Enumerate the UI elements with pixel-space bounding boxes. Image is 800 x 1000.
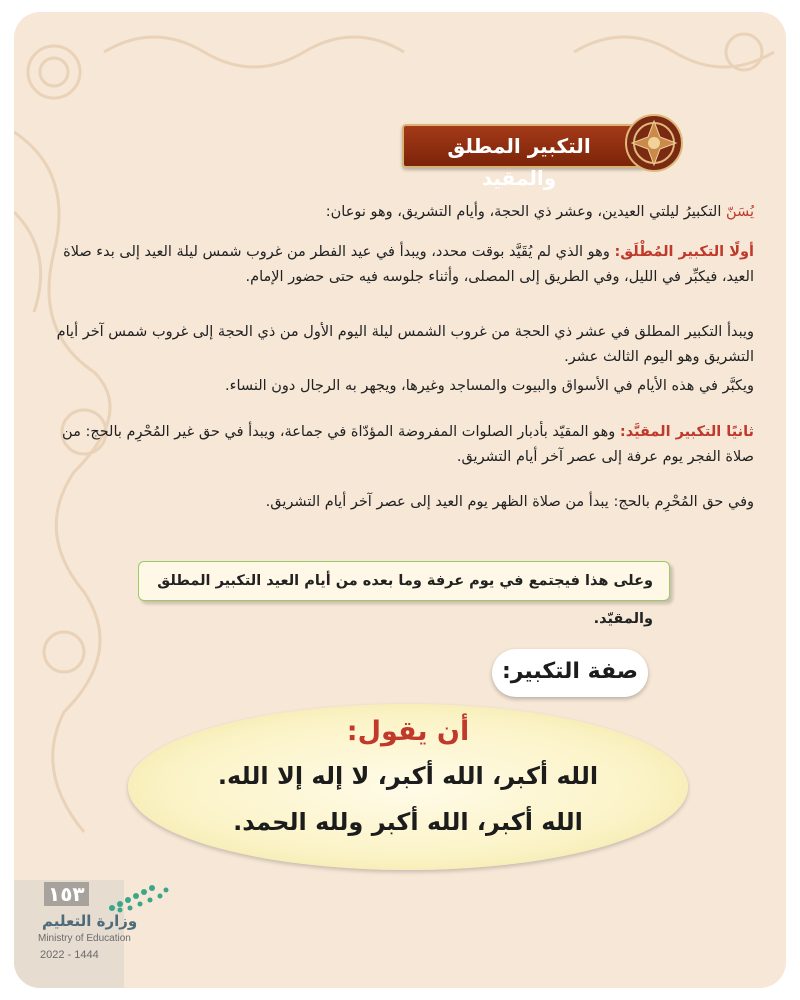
first-type-text: وهو الذي لم يُقَيَّد بوقت محدد، ويبدأ في عيد الفطر من غروب شمس ليلة العيد إلى بدء صلاة العيد، فيكبِّر في الليل، وفي الطريق إلى المصلى، وأثناء جلوسه فيه حتى حضور الإمام. [63, 244, 754, 285]
ministry-name-english: Ministry of Education [38, 933, 131, 944]
takbir-line-1: الله أكبر، الله أكبر، لا إله إلا الله. [217, 762, 599, 790]
paragraph-dhul-hijjah: ويبدأ التكبير المطلق في عشر ذي الحجة من غروب الشمس ليلة اليوم الأول من ذي الحجة إلى غروب شمس آخر أيام التشريق وهو اليوم الثالث عشر. [56, 324, 754, 365]
heading-text: صفة التكبير: [501, 659, 639, 684]
ministry-logo-icon [104, 878, 174, 914]
ministry-name-arabic: وزارة التعليم [42, 912, 138, 930]
intro-text: التكبيرُ ليلتي العيدين، وعشر ذي الحجة، وأيام التشريق، وهو نوعان: [325, 204, 726, 220]
first-type-label: أولًا التكبير المُطْلَق: [614, 244, 754, 260]
intro-red-word: يُسَنّ [725, 204, 754, 220]
intro-paragraph [44, 200, 754, 225]
takbir-line-2: الله أكبر، الله أكبر ولله الحمد. [233, 808, 583, 836]
oval-heading: أن يقول: [346, 716, 470, 747]
first-type-paragraph [44, 240, 754, 290]
textbook-page [14, 12, 786, 988]
note-text: وعلى هذا فيجتمع في يوم عرفة وما بعده من أيام العيد التكبير المطلق والمقيّد. [157, 573, 653, 627]
takbir-description-heading [492, 649, 648, 697]
takbir-oval [128, 704, 688, 870]
paragraph-muhrim: وفي حق المُحْرِم بالحج: يبدأ من صلاة الظهر يوم العيد إلى عصر آخر أيام التشريق. [265, 494, 754, 510]
second-type-text: وهو المقيّد بأدبار الصلوات المفروضة المؤدّاة في جماعة، ويبدأ في حق غير المُحْرِم بالحج: من صلاة الفجر يوم عرفة إلى عصر آخر أيام التشريق. [62, 424, 754, 465]
paragraph-places: ويكبَّر في هذه الأيام في الأسواق والبيوت والمساجد وغيرها، ويجهر به الرجال دون النساء. [225, 378, 754, 394]
section-title-banner [402, 112, 672, 190]
second-type-paragraph [44, 420, 754, 470]
section-title: التكبير المطلق والمقيد [447, 134, 591, 190]
title-bar [402, 124, 646, 190]
ornament-medallion-icon [624, 112, 684, 174]
edition-year: 2022 - 1444 [40, 949, 99, 961]
page-number: ١٥٣ [44, 882, 89, 906]
note-box [138, 561, 670, 627]
second-type-label: ثانيًا التكبير المقيَّد: [619, 424, 754, 440]
